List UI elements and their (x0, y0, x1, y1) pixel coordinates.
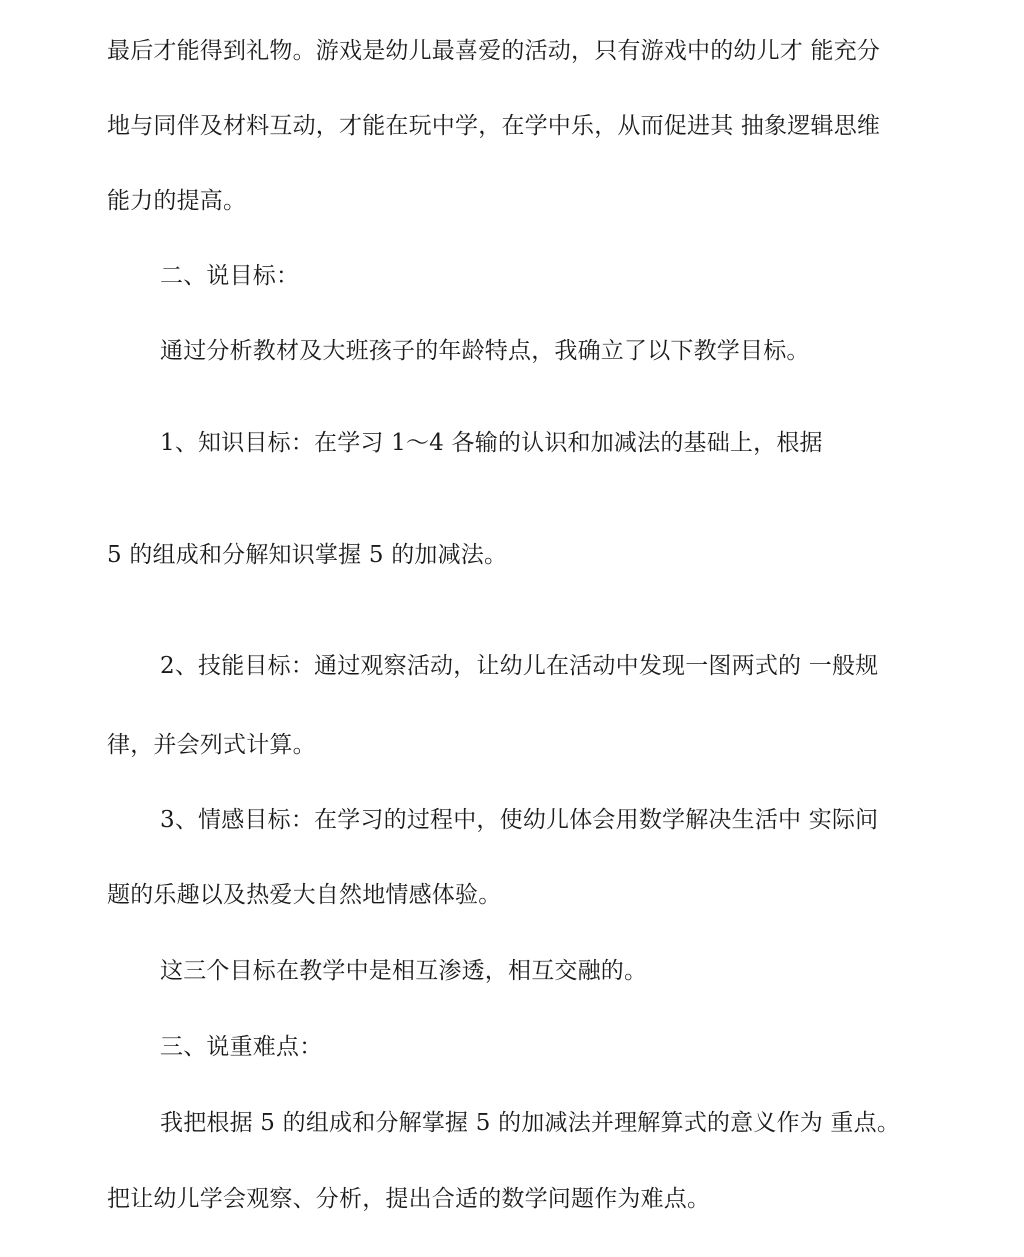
goal-skill-line: 律，并会列式计算。 (107, 732, 316, 758)
goal-skill-line: 2、技能目标：通过观察活动，让幼儿在活动中发现一图两式的 一般规 (160, 653, 879, 679)
paragraph-line: 地与同伴及材料互动，才能在玩中学，在学中乐，从而促进其 抽象逻辑思维 (107, 113, 881, 139)
paragraph-line: 这三个目标在教学中是相互渗透，相互交融的。 (160, 958, 648, 984)
goal-knowledge-line: 5 的组成和分解知识掌握 5 的加减法。 (107, 542, 508, 568)
paragraph-line: 我把根据 5 的组成和分解掌握 5 的加减法并理解算式的意义作为 重点。 (160, 1110, 901, 1136)
section-heading-goals: 二、说目标： (160, 263, 300, 289)
goal-knowledge-line: 1、知识目标：在学习 1～4 各输的认识和加减法的基础上，根据 (160, 430, 823, 456)
section-heading-key-points: 三、说重难点： (160, 1034, 323, 1060)
goal-emotion-line: 题的乐趣以及热爱大自然地情感体验。 (107, 882, 502, 908)
paragraph-line: 把让幼儿学会观察、分析，提出合适的数学问题作为难点。 (107, 1186, 711, 1212)
paragraph-line: 最后才能得到礼物。游戏是幼儿最喜爱的活动，只有游戏中的幼儿才 能充分 (107, 38, 881, 64)
paragraph-line: 通过分析教材及大班孩子的年龄特点，我确立了以下教学目标。 (160, 338, 810, 364)
goal-emotion-line: 3、情感目标：在学习的过程中，使幼儿体会用数学解决生活中 实际问 (160, 807, 879, 833)
paragraph-line: 能力的提高。 (107, 188, 247, 214)
